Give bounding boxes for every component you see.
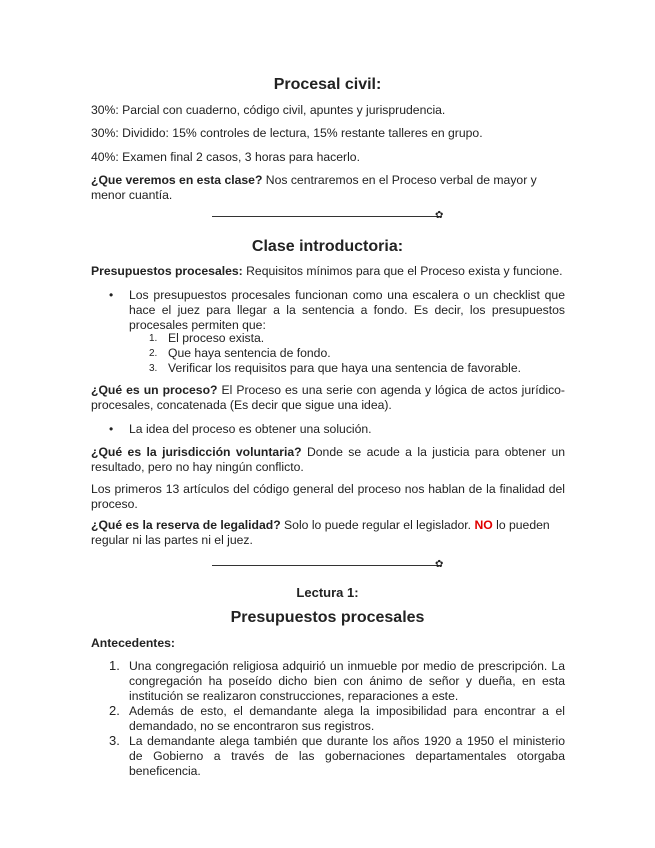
- grading-line-1: 30%: Parcial con cuaderno, código civil, apuntes y jurisprudencia.: [91, 103, 446, 117]
- subitem-1: El proceso exista.: [168, 331, 265, 345]
- articulos-paragraph: Los primeros 13 artículos del código general del proceso nos hablan de la finalidad del proceso.: [91, 482, 565, 511]
- class-question-label: ¿Que veremos en esta clase?: [91, 173, 263, 187]
- antecedente-item-3: La demandante alega también que durante los años 1920 a 1950 el ministerio de Gobierno a través de las gobernaciones departamentales otorgaba beneficencia.: [129, 734, 565, 778]
- section-divider: [212, 565, 440, 566]
- subitem-2: Que haya sentencia de fondo.: [168, 346, 331, 360]
- section-divider: [212, 216, 440, 217]
- intro-title: Clase introductoria:: [251, 238, 404, 255]
- reserva-text-2: lo pueden regular ni las partes ni el juez.: [91, 518, 550, 547]
- class-question-text: Nos centraremos en el Proceso verbal de mayor y menor cuantía.: [91, 173, 537, 202]
- reserva-text-1: Solo lo puede regular el legislador.: [280, 518, 475, 532]
- jurisdiccion-paragraph: [91, 445, 565, 475]
- grading-line-3: 40%: Examen final 2 casos, 3 horas para hacerlo.: [91, 150, 360, 164]
- flower-divider-icon: ✿: [435, 559, 444, 570]
- bullet-item-solucion: La idea del proceso es obtener una solución.: [129, 422, 372, 436]
- reserva-paragraph: [91, 518, 565, 548]
- antecedente-item-1: Una congregación religiosa adquirió un inmueble por medio de prescripción. La congregación ha poseído dicho bien con ánimo de señor y dueña, en esta institución se realizaron construcciones, reparaciones a este.: [129, 659, 565, 703]
- antecedente-number-3: 3.: [109, 733, 120, 748]
- lectura-title: Presupuestos procesales: [230, 609, 425, 626]
- subitem-number-2: 2.: [149, 348, 158, 359]
- bullet-icon: •: [109, 288, 114, 302]
- jurisdiccion-label: ¿Qué es la jurisdicción voluntaria?: [91, 445, 302, 459]
- antecedentes-heading: Antecedentes:: [91, 636, 175, 650]
- presupuestos-paragraph: [91, 264, 565, 279]
- presupuestos-text: Requisitos mínimos para que el Proceso exista y funcione.: [242, 264, 563, 278]
- jurisdiccion-text: Donde se acude a la justicia para obtener un resultado, pero no hay ningún conflicto.: [91, 445, 565, 474]
- proceso-text: El Proceso es una serie con agenda y lógica de actos jurídico-procesales, concatenada (Es decir que sigue una idea).: [91, 383, 565, 412]
- antecedente-number-1: 1.: [109, 658, 120, 673]
- antecedente-number-2: 2.: [109, 703, 120, 718]
- bullet-icon: •: [109, 422, 114, 436]
- subitem-number-1: 1.: [149, 333, 158, 344]
- proceso-paragraph: [91, 383, 565, 413]
- class-question-paragraph: [91, 173, 565, 203]
- page-title: Procesal civil:: [273, 76, 382, 93]
- antecedente-item-2: Además de esto, el demandante alega la imposibilidad para encontrar a el demandado, no se encontraron sus registros.: [129, 704, 565, 733]
- flower-divider-icon: ✿: [435, 210, 444, 221]
- subitem-number-3: 3.: [149, 363, 158, 374]
- bullet-item-escalera: Los presupuestos procesales funcionan como una escalera o un checklist que hace el juez para llegar a la sentencia a fondo. Es decir, los presupuestos procesales permiten que:: [129, 288, 565, 332]
- presupuestos-label: Presupuestos procesales:: [91, 264, 243, 278]
- grading-line-2: 30%: Dividido: 15% controles de lectura, 15% restante talleres en grupo.: [91, 126, 483, 140]
- subitem-3: Verificar los requisitos para que haya una sentencia de favorable.: [168, 361, 521, 375]
- reserva-label: ¿Qué es la reserva de legalidad?: [91, 518, 281, 532]
- reserva-no: NO: [474, 518, 493, 532]
- proceso-label: ¿Qué es un proceso?: [91, 383, 218, 397]
- lectura-label: Lectura 1:: [296, 585, 359, 600]
